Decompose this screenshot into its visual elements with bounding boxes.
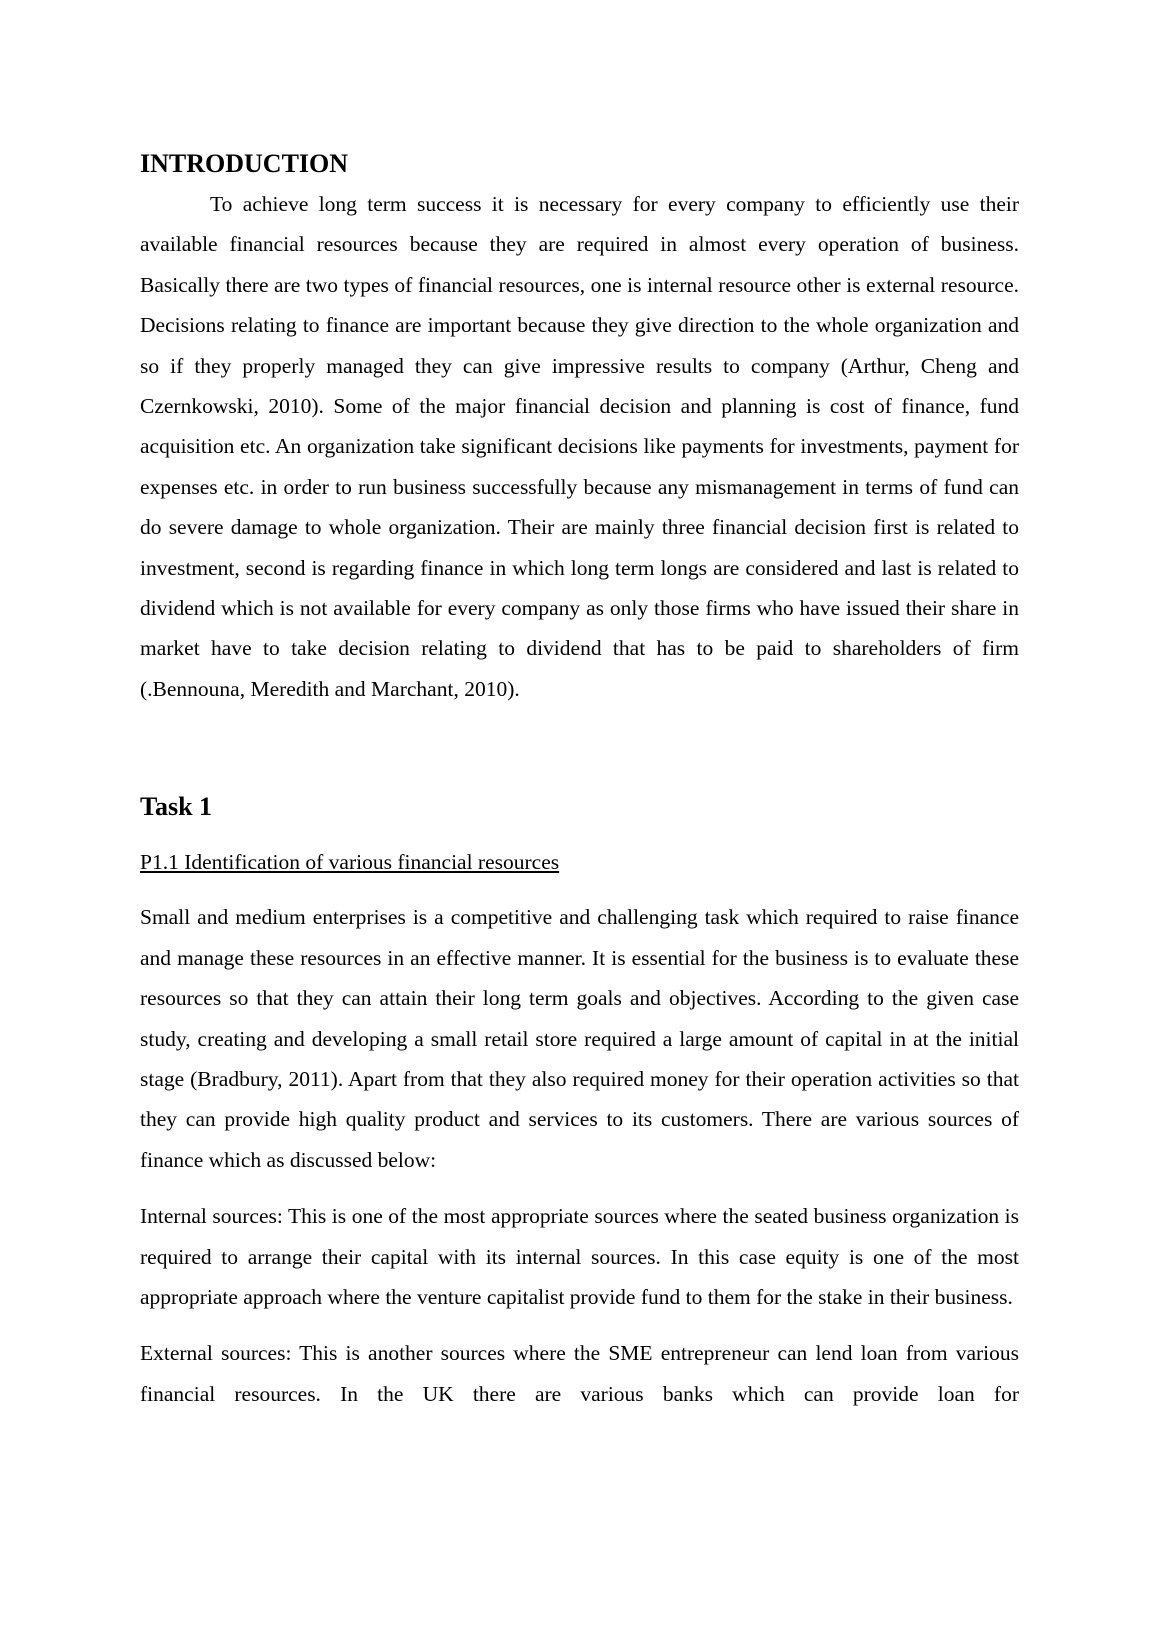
task1-paragraph-internal-sources: Internal sources: This is one of the most appropriate sources where the seated business organization is required to arrange their capital with its internal sources. In this case equity is one of the most appropriate approach where the venture capitalist provide fund to them for the stake in their business. <box>140 1204 1019 1309</box>
task1-paragraph-sme: Small and medium enterprises is a competitive and challenging task which required to raise finance and manage these resources in an effective manner. It is essential for the business is to evaluate these resources so that they can attain their long term goals and objectives. According to the given case study, creating and developing a small retail store required a large amount of capital in at the initial stage (Bradbury, 2011). Apart from that they also required money for their operation activities so that they can provide high quality product and services to its customers. There are various sources of finance which as discussed below: <box>140 905 1019 1172</box>
document-page <box>140 148 1019 1414</box>
task1-paragraph-external-sources: External sources: This is another sources where the SME entrepreneur can lend loan from various financial resources. In the UK there are various banks which can provide loan for <box>140 1341 1019 1406</box>
task1-subheading: P1.1 Identification of various financial resources <box>140 850 560 875</box>
task1-heading: Task 1 <box>140 792 213 822</box>
introduction-paragraph: To achieve long term success it is necessary for every company to efficiently use their available financial resources because they are required in almost every operation of business. Basically there are two types of financial resources, one is internal resource other is external resource. Decisions relating to finance are important because they give direction to the whole organization and so if they properly managed they can give impressive results to company (Arthur, Cheng and Czernkowski, 2010). Some of the major financial decision and planning is cost of finance, fund acquisition etc. An organization take significant decisions like payments for investments, payment for expenses etc. in order to run business successfully because any mismanagement in terms of fund can do severe damage to whole organization. Their are mainly three financial decision first is related to investment, second is regarding finance in which long term longs are considered and last is related to dividend which is not available for every company as only those firms who have issued their share in market have to take decision relating to dividend that has to be paid to shareholders of firm (.Bennouna, Meredith and Marchant, 2010). <box>140 192 1019 701</box>
introduction-heading: INTRODUCTION <box>140 149 349 178</box>
